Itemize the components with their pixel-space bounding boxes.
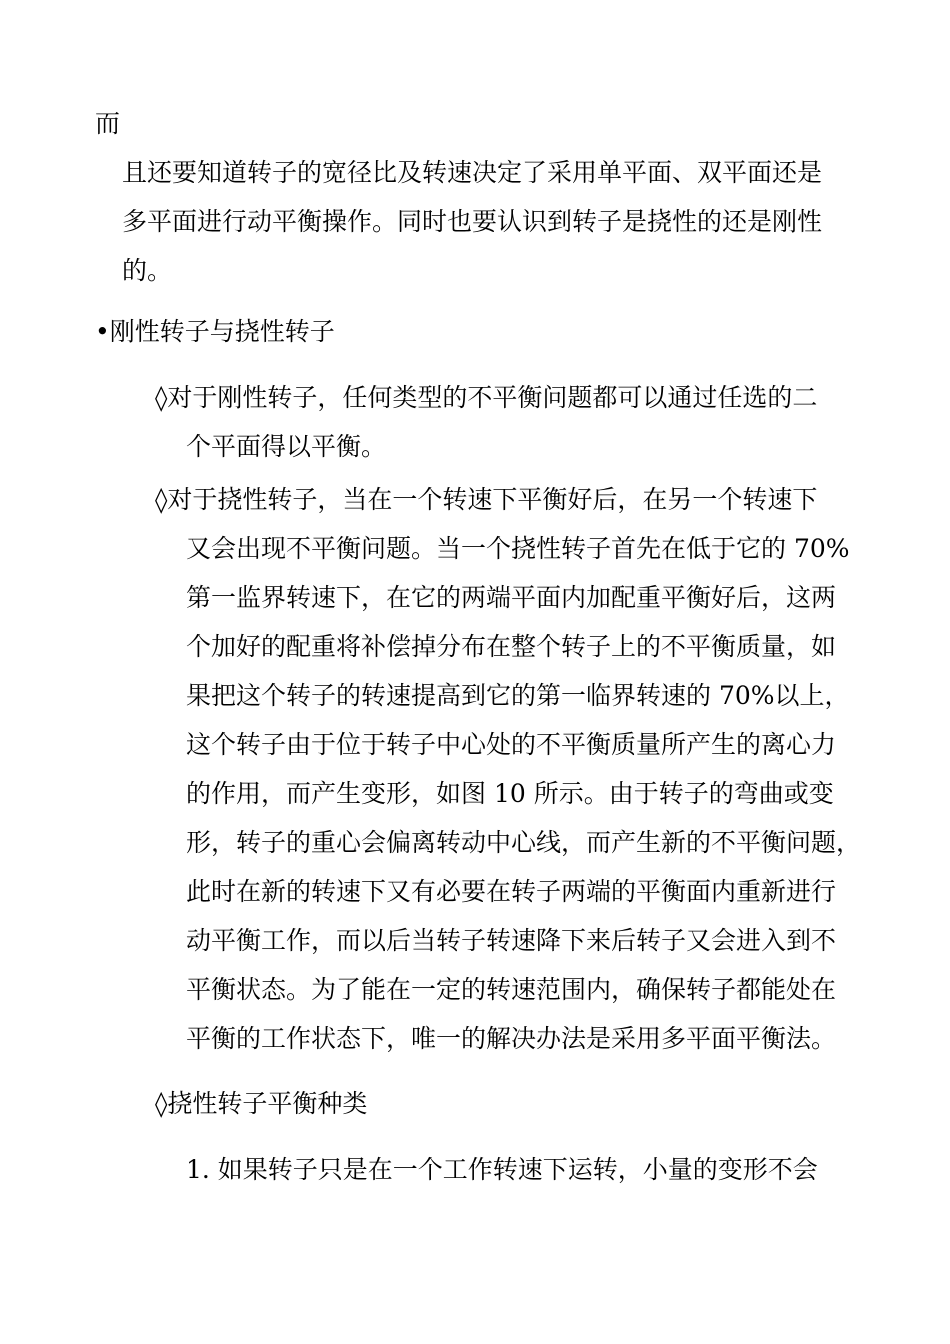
flexible-line-6: 这个转子由于位于转子中心处的不平衡质量所产生的离心力: [186, 730, 837, 759]
intro-line-2: 且还要知道转子的宽径比及转速决定了采用单平面、双平面还是: [122, 158, 823, 187]
flexible-line-11: 平衡状态。为了能在一定的转速范围内，确保转子都能处在: [186, 975, 837, 1004]
rigid-line-1: ◊对于刚性转子，任何类型的不平衡问题都可以通过任选的二: [155, 383, 818, 412]
intro-line-4: 的。: [122, 256, 173, 285]
intro-line-3: 多平面进行动平衡操作。同时也要认识到转子是挠性的还是刚性: [122, 207, 823, 236]
flexible-line-8: 形，转子的重心会偏离转动中心线，而产生新的不平衡问题，: [186, 828, 862, 857]
flexible-line-4: 个加好的配重将补偿掉分布在整个转子上的不平衡质量，如: [186, 632, 837, 661]
flexible-line-10: 动平衡工作，而以后当转子转速降下来后转子又会进入到不: [186, 926, 837, 955]
intro-line-1: 而: [95, 109, 121, 138]
flexible-line-5: 果把这个转子的转速提高到它的第一临界转速的 70%以上，: [186, 681, 850, 710]
flexible-line-12: 平衡的工作状态下，唯一的解决办法是采用多平面平衡法。: [186, 1024, 837, 1053]
section-heading: •刚性转子与挠性转子: [95, 317, 335, 346]
numbered-item-1: 1. 如果转子只是在一个工作转速下运转，小量的变形不会: [186, 1155, 818, 1184]
rigid-line-2: 个平面得以平衡。: [186, 432, 387, 461]
flexible-line-1: ◊对于挠性转子，当在一个转速下平衡好后，在另一个转速下: [155, 485, 818, 514]
flexible-line-7: 的作用，而产生变形，如图 10 所示。由于转子的弯曲或变: [186, 779, 834, 808]
flexible-line-2: 又会出现不平衡问题。当一个挠性转子首先在低于它的 70%: [186, 534, 850, 563]
flexible-line-9: 此时在新的转速下又有必要在转子两端的平衡面内重新进行: [186, 877, 837, 906]
flexible-line-3: 第一监界转速下，在它的两端平面内加配重平衡好后，这两: [186, 583, 837, 612]
flexible-types-heading: ◊挠性转子平衡种类: [155, 1089, 368, 1118]
